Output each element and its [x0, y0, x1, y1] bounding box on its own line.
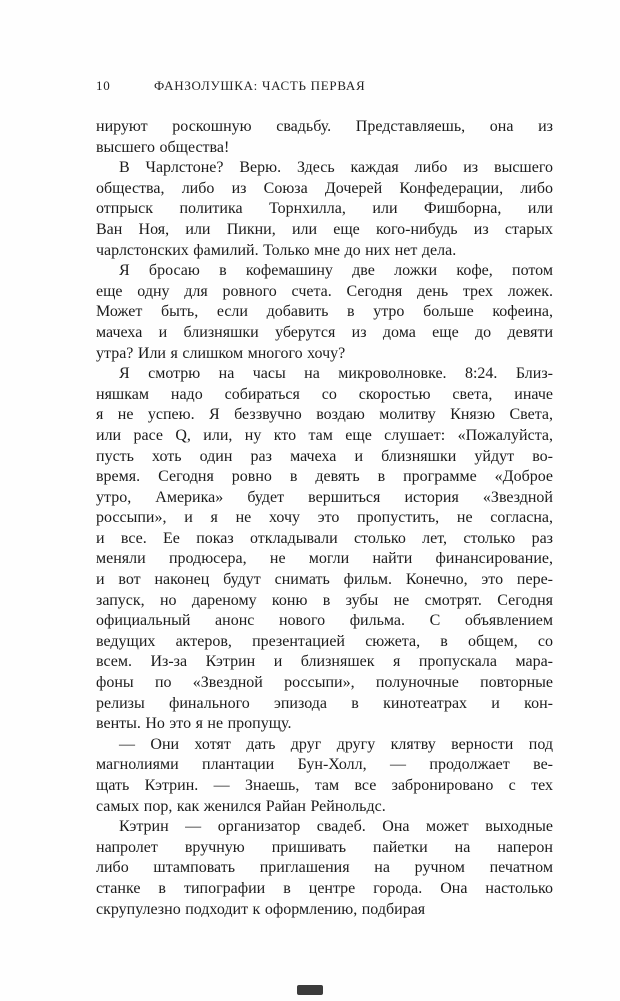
text-line: еще одну для ровного счета. Сегодня день трех ложек. [96, 282, 553, 300]
text-line: меняли продюсера, не могли найти финансирование, [96, 550, 553, 568]
text-line: Может быть, если добавить в утро больше кофеина, [96, 303, 553, 321]
text-line: я не успею. Я беззвучно воздаю молитву Князю Света, [96, 406, 553, 424]
paragraph [96, 817, 553, 920]
running-title: ФАНЗОЛУШКА: ЧАСТЬ ПЕРВАЯ [154, 78, 366, 93]
text-line: самых пор, как женился Райан Рейнольдс. [96, 797, 386, 815]
text-line: и все. Ее показ откладывали столько лет, столько раз [96, 529, 553, 547]
text-line: россыпи», и я не хочу это пропустить, не согласна, [96, 509, 553, 527]
text-line: утро, Америка» будет вершиться история «Звездной [96, 488, 553, 506]
paragraph [96, 117, 553, 158]
text-line: время. Сегодня ровно в девять в программе «Доброе [96, 468, 553, 486]
text-line: релизы финального эпизода в кинотеатрах и кон- [96, 694, 553, 712]
text-line: магнолиями плантации Бун-Холл, — продолжает ве- [96, 756, 553, 774]
text-line: или расе Q, или, ну кто там еще слушает: «Пожалуйста, [96, 426, 553, 444]
text-line: запуск, но дареному коню в зубы не смотрят. Сегодня [96, 591, 553, 609]
text-line: официальный анонс нового фильма. С объявлением [96, 612, 553, 630]
text-line: всем. Из-за Кэтрин и близняшек я пропускала мара- [96, 653, 553, 671]
text-line: Ван Ноя, или Пикни, или еще кого-нибудь из старых [96, 220, 553, 238]
paragraph [96, 158, 553, 261]
text-line: Кэтрин — организатор свадеб. Она может выходные [119, 818, 553, 836]
page-number: 10 [96, 78, 111, 93]
paragraph [96, 261, 553, 364]
text-line: фоны по «Звездной россыпи», полуночные повторные [96, 674, 553, 692]
paragraph [96, 364, 553, 735]
text-line: Я бросаю в кофемашину две ложки кофе, потом [119, 262, 553, 280]
text-line: пусть хоть один раз мачеха и близняшки уйдут во- [96, 447, 553, 465]
page-bottom-marker-icon [297, 985, 323, 995]
text-line: венты. Но это я не пропущу. [96, 715, 292, 733]
page-header [96, 78, 553, 94]
paragraph [96, 735, 553, 817]
text-line: станке в типографии в центре города. Она настолько [96, 879, 553, 897]
text-line: — Они хотят дать друг другу клятву верности под [119, 735, 553, 753]
text-line: скрупулезно подходит к оформлению, подбирая [96, 900, 426, 918]
text-line: ведущих актеров, презентацией сюжета, в общем, со [96, 632, 553, 650]
text-line: чарлстонских фамилий. Только мне до них нет дела. [96, 241, 457, 259]
text-line: нируют роскошную свадьбу. Представляешь, она из [96, 118, 553, 135]
text-line: щать Кэтрин. — Знаешь, там все забронировано с тех [96, 777, 553, 794]
text-line: Я смотрю на часы на микроволновке. 8:24. Близ- [119, 365, 553, 383]
text-line: напролет вручную пришивать пайетки на наперон [96, 838, 553, 856]
text-line: высшего общества! [96, 138, 230, 156]
body-text [96, 117, 553, 920]
text-line: отпрыск политика Торнхилла, или Фишборна, или [96, 200, 553, 218]
text-line: мачеха и близняшки уберутся из дома еще до девяти [96, 323, 553, 341]
text-line: утра? Или я слишком многого хочу? [96, 344, 346, 362]
text-line: и вот наконец будут снимать фильм. Конечно, это пере- [96, 571, 553, 589]
text-line: либо штамповать приглашения на ручном печатном [96, 859, 553, 877]
text-line: няшкам надо собираться со скоростью света, иначе [96, 385, 553, 403]
text-line: В Чарлстоне? Верю. Здесь каждая либо из высшего [119, 159, 553, 177]
text-line: общества, либо из Союза Дочерей Конфедерации, либо [96, 179, 553, 197]
